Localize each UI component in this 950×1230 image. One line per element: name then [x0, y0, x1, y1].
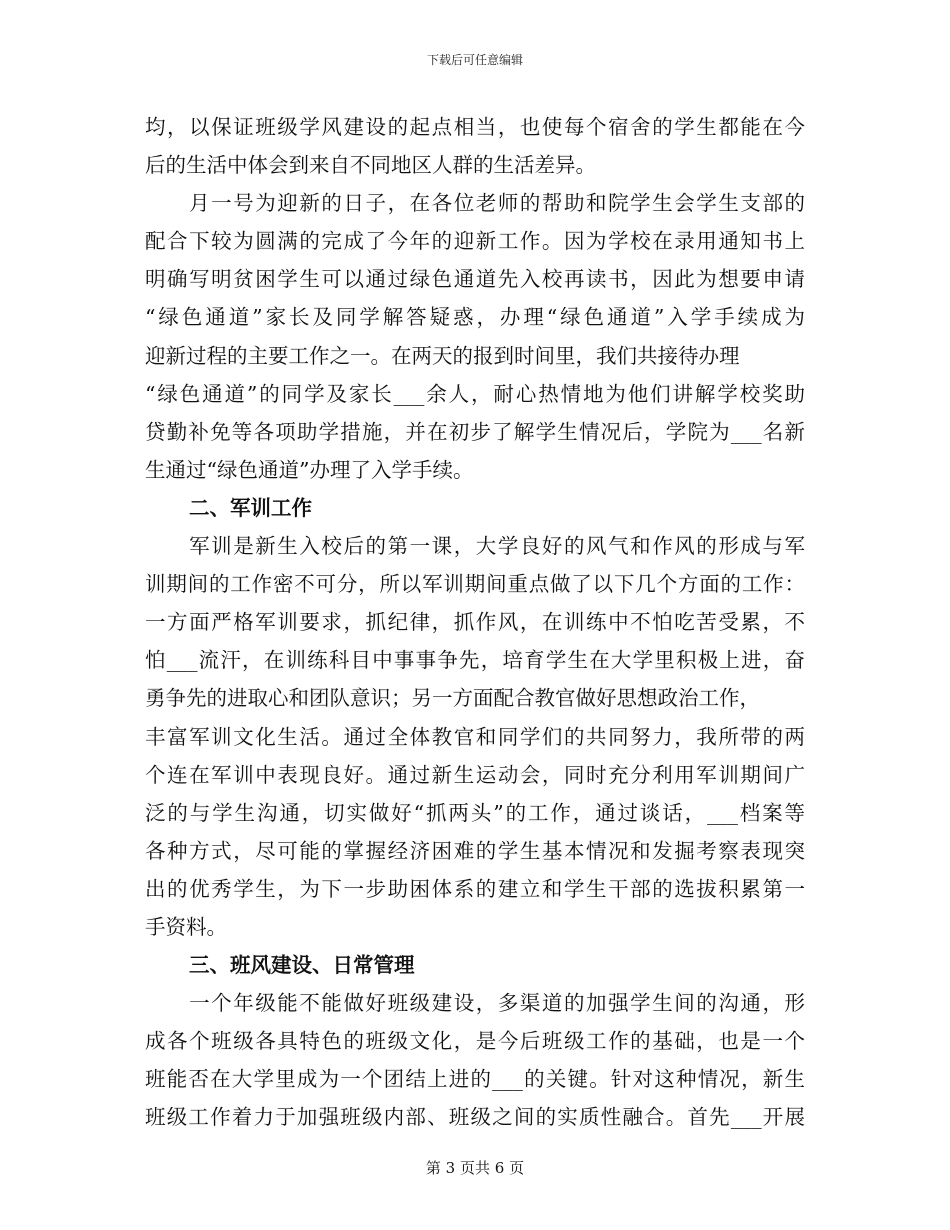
section-heading: 二、军训工作	[189, 495, 312, 520]
section-heading: 三、班风建设、日常管理	[189, 953, 415, 978]
text-line: 班能否在大学里成为一个团结上进的___的关键。针对这种情况，新生	[145, 1067, 805, 1092]
text-line: 贷勤补免等各项助学措施，并在初步了解学生情况后，学院为___名新	[145, 419, 805, 444]
text-line: 泛的与学生沟通，切实做好“抓两头”的工作，通过谈话，___档案等	[145, 800, 805, 825]
text-line: 训期间的工作密不可分，所以军训期间重点做了以下几个方面的工作：	[145, 572, 805, 597]
text-line: “绿色通道”的同学及家长___余人，耐心热情地为他们讲解学校奖助	[145, 381, 805, 406]
text-line: 均，以保证班级学风建设的起点相当，也使每个宿舍的学生都能在今	[145, 115, 805, 139]
text-line: 成各个班级各具特色的班级文化，是今后班级工作的基础，也是一个	[145, 1029, 805, 1054]
text-line: 勇争先的进取心和团队意识；另一方面配合教官做好思想政治工作，	[145, 686, 760, 711]
text-line: 月一号为迎新的日子，在各位老师的帮助和院学生会学生支部的	[145, 191, 805, 216]
text-line: 明确写明贫困学生可以通过绿色通道先入校再读书，因此为想要申请	[145, 267, 805, 292]
text-line: 怕___流汗，在训练科目中事事争先，培育学生在大学里积极上进，奋	[145, 648, 805, 673]
text-line: 配合下较为圆满的完成了今年的迎新工作。因为学校在录用通知书上	[145, 229, 805, 254]
text-line: 丰富军训文化生活。通过全体教官和同学们的共同努力，我所带的两	[145, 724, 805, 749]
page-number: 第 3 页共 6 页	[425, 1159, 525, 1177]
text-line: 一方面严格军训要求，抓纪律，抓作风，在训练中不怕吃苦受累，不	[145, 610, 805, 635]
text-line: 一个年级能不能做好班级建设，多渠道的加强学生间的沟通，形	[145, 991, 805, 1016]
text-line: 军训是新生入校后的第一课，大学良好的风气和作风的形成与军	[145, 534, 805, 559]
text-line: 后的生活中体会到来自不同地区人群的生活差异。	[145, 153, 596, 178]
body-text	[145, 108, 805, 1137]
header-note: 下载后可任意编辑	[426, 53, 523, 67]
text-line: 出的优秀学生，为下一步助困体系的建立和学生干部的选拔积累第一	[145, 876, 805, 901]
text-line: 班级工作着力于加强班级内部、班级之间的实质性融合。首先___开展	[145, 1105, 805, 1130]
text-line: 个连在军训中表现良好。通过新生运动会，同时充分利用军训期间广	[145, 762, 805, 787]
text-line: “绿色通道”家长及同学解答疑惑，办理“绿色通道”入学手续成为	[145, 305, 805, 330]
text-line: 各种方式，尽可能的掌握经济困难的学生基本情况和发掘考察表现突	[145, 838, 805, 863]
text-line: 迎新过程的主要工作之一。在两天的报到时间里，我们共接待办理	[145, 343, 740, 368]
text-line: 手资料。	[145, 914, 227, 939]
text-line: 生通过“绿色通道”办理了入学手续。	[145, 457, 474, 482]
